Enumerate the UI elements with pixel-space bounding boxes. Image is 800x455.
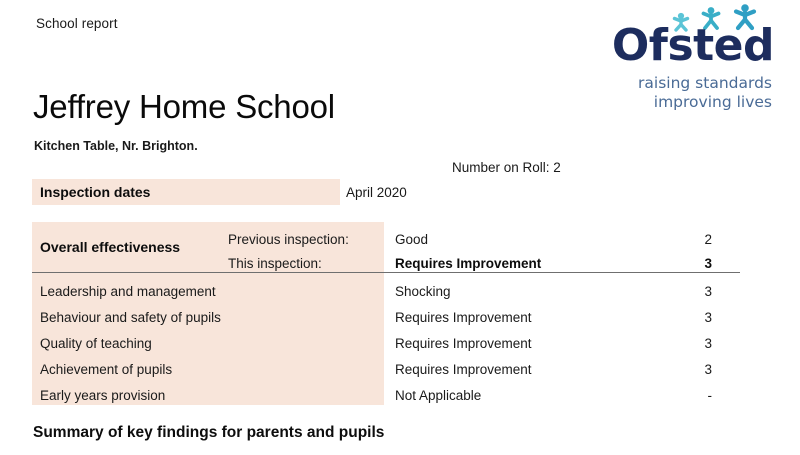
this-inspection-number: 3: [704, 256, 712, 271]
number-on-roll: Number on Roll: 2: [452, 160, 561, 175]
previous-inspection-grade: Good: [395, 232, 429, 247]
ofsted-logo: [611, 2, 776, 111]
summary-heading: Summary of key findings for parents and pupils: [33, 424, 385, 441]
section-divider: [32, 272, 740, 273]
school-address: Kitchen Table, Nr. Brighton.: [34, 139, 198, 153]
judgement-grade-text: Requires Improvement: [395, 362, 532, 377]
judgement-area-label: Leadership and management: [40, 284, 216, 299]
judgement-area-label: Achievement of pupils: [40, 362, 173, 377]
table-row: [0, 384, 800, 410]
school-report-label: School report: [36, 16, 118, 31]
judgement-grade-number: 3: [704, 284, 712, 299]
judgement-area-label: Behaviour and safety of pupils: [40, 310, 221, 325]
judgement-grade-number: 3: [704, 310, 712, 325]
judgement-area-label: Early years provision: [40, 388, 166, 403]
ofsted-tagline-line-2: improving lives: [653, 93, 772, 111]
table-row: [0, 252, 800, 278]
table-row: [0, 306, 800, 332]
judgement-grade-number: 3: [704, 336, 712, 351]
table-row: [0, 332, 800, 358]
ofsted-tagline-line-1: raising standards: [638, 74, 772, 92]
inspection-dates-label: Inspection dates: [40, 184, 151, 200]
overall-effectiveness-label: Overall effectiveness: [40, 239, 181, 255]
this-inspection-label: This inspection:: [228, 256, 322, 271]
ofsted-wordmark: Ofsted: [611, 20, 774, 71]
table-row: [0, 358, 800, 384]
judgement-area-label: Quality of teaching: [40, 336, 152, 351]
judgement-grade-text: Shocking: [395, 284, 451, 299]
previous-inspection-label: Previous inspection:: [228, 232, 349, 247]
judgement-grade-text: Requires Improvement: [395, 336, 532, 351]
judgement-grade-text: Requires Improvement: [395, 310, 532, 325]
previous-inspection-number: 2: [704, 232, 712, 247]
inspection-dates-value: April 2020: [346, 185, 407, 200]
this-inspection-grade: Requires Improvement: [395, 256, 542, 271]
table-row: [0, 280, 800, 306]
judgement-grade-number: -: [707, 388, 712, 403]
judgement-grade-text: Not Applicable: [395, 388, 482, 403]
table-row: [0, 228, 800, 254]
judgement-grade-number: 3: [704, 362, 712, 377]
page-title: Jeffrey Home School: [33, 88, 335, 125]
